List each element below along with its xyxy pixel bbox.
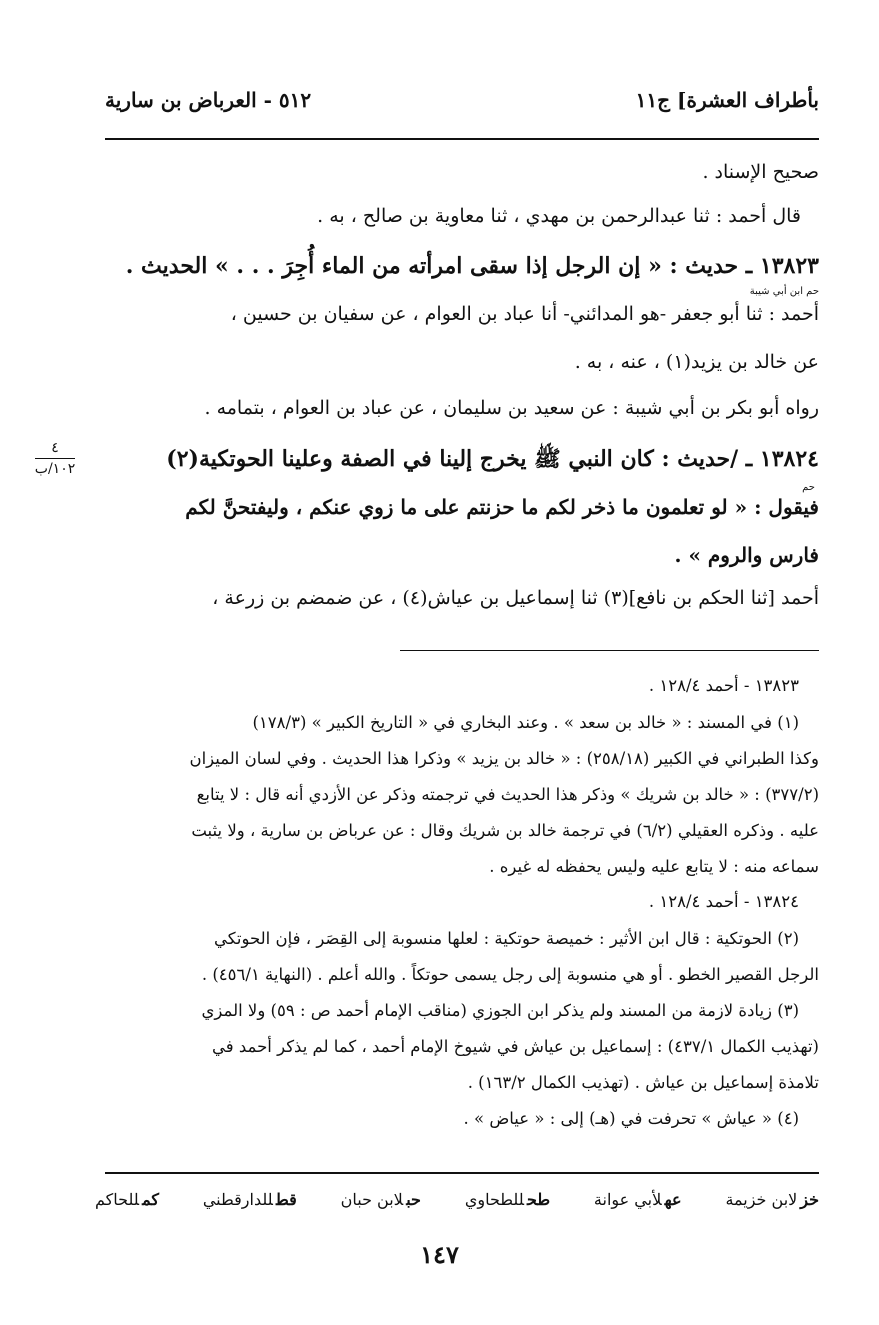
text-line: قال أحمد : ثنا عبدالرحمن بن مهدي ، ثنا معاوية بن صالح ، به . — [317, 205, 801, 227]
hadith-heading-13823: ١٣٨٢٣ ـ حديث : « إن الرجل إذا سقى امرأته من الماء أُجِرَ . . . » الحديث . — [125, 253, 819, 279]
footnote-line: وكذا الطبراني في الكبير (٢٥٨/١٨) : « خالد بن يزيد » وذكرا هذا الحديث . وفي لسان الميزان — [189, 749, 819, 768]
text-line: رواه أبو بكر بن أبي شيبة : عن سعيد بن سليمان ، عن عباد بن العوام ، بتمامه . — [204, 397, 819, 419]
footnote-line: (٣) زيادة لازمة من المسند ولم يذكر ابن الجوزي (مناقب الإمام أحمد ص : ٥٩) ولا المزي — [201, 1001, 799, 1020]
abbreviation-key — [95, 1190, 819, 1209]
footnote-line: (٣٧٧/٢) : « خالد بن شريك » وذكر هذا الحديث في ترجمته وذكر عن الأزدي أنه قال : لا يتابع — [196, 785, 819, 804]
footnote-line: ١٣٨٢٣ - أحمد ١٢٨/٤ . — [648, 676, 799, 695]
source-siglum: حم — [802, 482, 815, 493]
text-line: أحمد : ثنا أبو جعفر -هو المدائني- أنا عباد بن العوام ، عن سفيان بن حسين ، — [230, 303, 819, 325]
text-line: فيقول : « لو تعلمون ما ذخر لكم ما حزنتم على ما زوي عنكم ، وليفتحنَّ لكم — [185, 495, 819, 519]
header-section-title: ٥١٢ - العرباض بن سارية — [105, 88, 312, 112]
footnote-line: (١) في المسند : « خالد بن سعد » . وعند البخاري في « التاريخ الكبير » (١٧٨/٣) — [252, 713, 799, 732]
footnote-separator — [400, 650, 819, 651]
header-rule — [105, 138, 819, 140]
abbreviation-item: خزلابن خزيمة — [725, 1190, 819, 1209]
footnote-line: سماعه منه : لا يتابع عليه وليس يحفظه له غيره . — [489, 857, 819, 876]
text-line: أحمد [ثنا الحكم بن نافع](٣) ثنا إسماعيل بن عياش(٤) ، عن ضمضم بن زرعة ، — [212, 587, 819, 609]
folio-divider — [35, 458, 75, 459]
abbreviation-rule — [105, 1172, 819, 1174]
footnote-line: ١٣٨٢٤ - أحمد ١٢٨/٤ . — [648, 892, 799, 911]
abbreviation-item: عهلأبي عوانة — [593, 1190, 682, 1209]
page-number: ١٤٧ — [420, 1240, 459, 1269]
footnote-line: عليه . وذكره العقيلي (٦/٢) في ترجمة خالد بن شريك وقال : عن عرباض بن سارية ، ولا يثبت — [191, 821, 819, 840]
running-header — [105, 84, 819, 118]
abbreviation-item: حبلابن حبان — [340, 1190, 421, 1209]
footnote-line: الرجل القصير الخطو . أو هي منسوبة إلى رجل يسمى حوتكاً . والله أعلم . (النهاية ٤٥٦/١) . — [201, 965, 819, 984]
footnote-line: (تهذيب الكمال ٤٣٧/١) : إسماعيل بن عياش في شيوخ الإمام أحمد ، كما لم يذكر أحمد في — [211, 1037, 819, 1056]
text-line: فارس والروم » . — [674, 543, 819, 567]
abbreviation-item: طحللطحاوي — [464, 1190, 551, 1209]
source-siglum: حم ابن أبي شيبة — [749, 286, 819, 297]
header-book-title: بأطراف العشرة] ج١١ — [635, 88, 819, 112]
folio-number: ٤ — [51, 440, 59, 456]
footnote-line: (٢) الحوتكية : قال ابن الأثير : خميصة حوتكية : لعلها منسوبة إلى القِصَر ، فإن الحوتكي — [213, 929, 799, 948]
footnote-line: تلامذة إسماعيل بن عياش . (تهذيب الكمال ١٦٣/٢) . — [467, 1073, 819, 1092]
abbreviation-item: كمللحاكم — [95, 1190, 159, 1209]
text-line: صحيح الإسناد . — [702, 161, 819, 183]
text-line: عن خالد بن يزيد(١) ، عنه ، به . — [574, 351, 819, 373]
hadith-heading-13824: ١٣٨٢٤ ـ /حديث : كان النبي ﷺ يخرج إلينا في الصفة وعلينا الحوتكية(٢) — [166, 446, 819, 472]
abbreviation-item: قطللدارقطني — [202, 1190, 297, 1209]
manuscript-folio-note — [20, 440, 90, 477]
folio-reference: ١٠٢/ب — [34, 461, 76, 477]
footnote-line: (٤) « عياش » تحرفت في (هـ) إلى : « عياض » . — [463, 1109, 799, 1128]
